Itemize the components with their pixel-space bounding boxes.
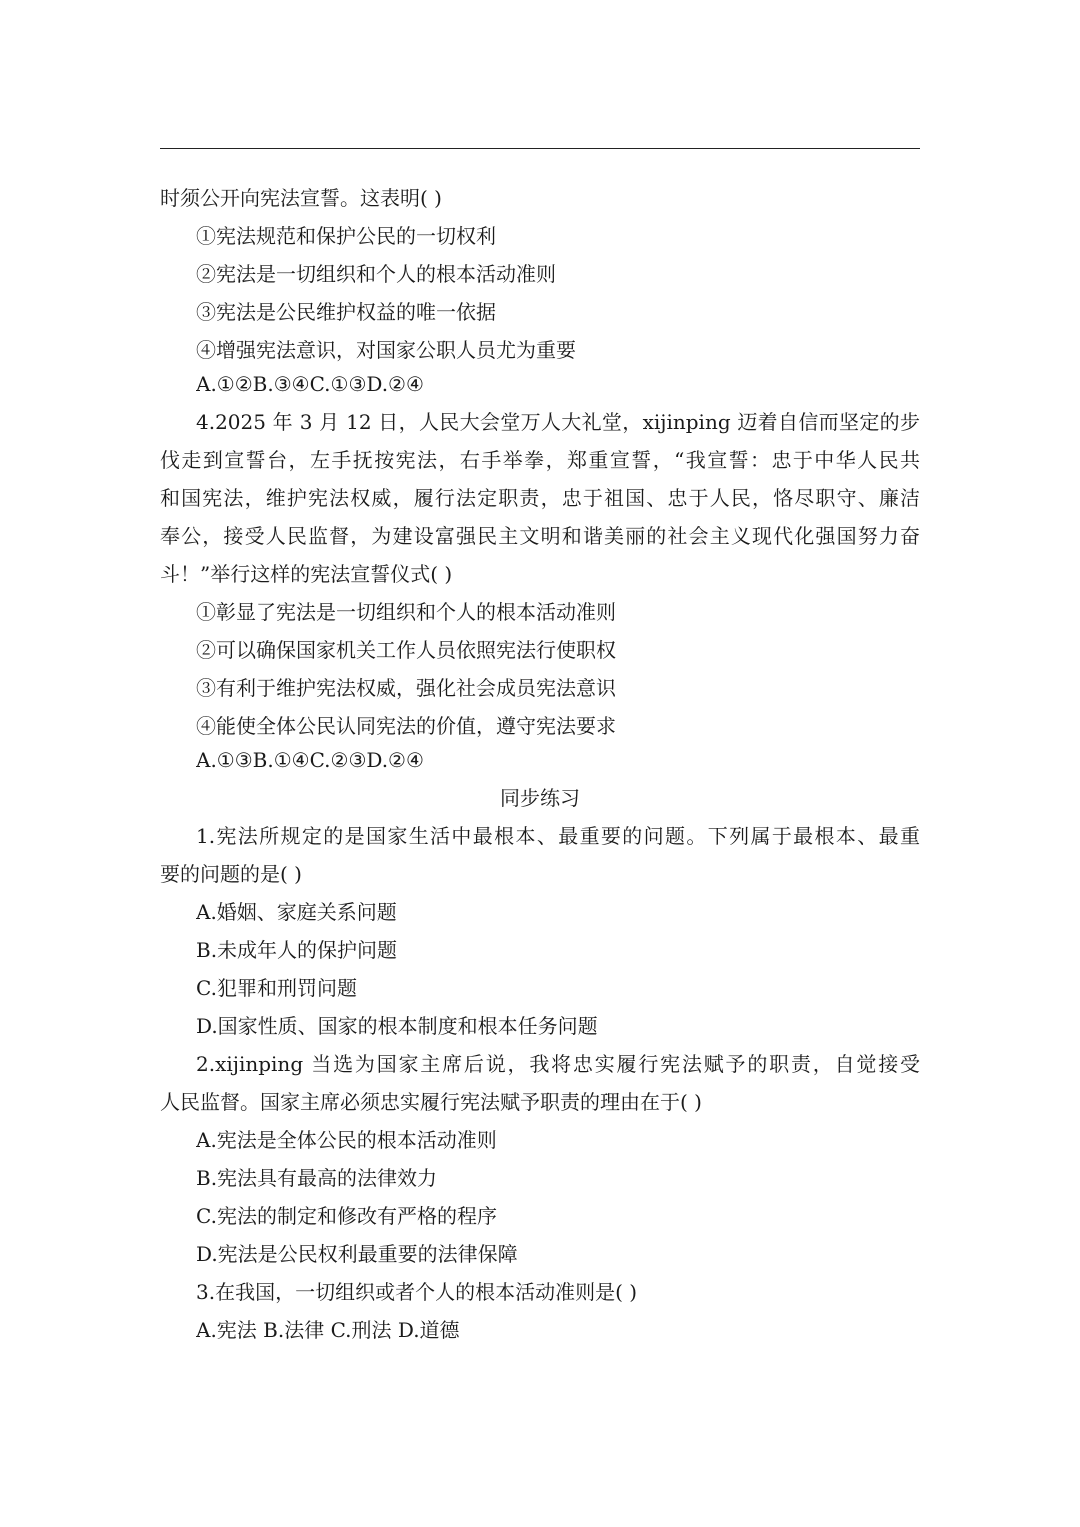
q4-options: A.①③B.①④C.②③D.②④	[196, 748, 424, 772]
p2-option-d: D.宪法是公民权利最重要的法律保障	[196, 1242, 518, 1266]
q4-stem-line-1: 4.2025 年 3 月 12 日，人民大会堂万人大礼堂，xijinping 迈着自信而坚定的步	[196, 410, 920, 434]
p1-option-d: D.国家性质、国家的根本制度和根本任务问题	[196, 1014, 598, 1038]
q4-statement-2: ②可以确保国家机关工作人员依照宪法行使职权	[196, 638, 616, 662]
q3-statement-4: ④增强宪法意识，对国家公职人员尤为重要	[196, 338, 576, 362]
p1-stem-line-2: 要的问题的是( )	[160, 862, 302, 886]
header-rule	[160, 148, 920, 149]
q3-statement-1: ①宪法规范和保护公民的一切权利	[196, 224, 496, 248]
p3-options: A.宪法 B.法律 C.刑法 D.道德	[196, 1318, 460, 1342]
p2-option-b: B.宪法具有最高的法律效力	[196, 1166, 438, 1190]
p1-option-b: B.未成年人的保护问题	[196, 938, 398, 962]
q3-options: A.①②B.③④C.①③D.②④	[196, 372, 424, 396]
p2-option-c: C.宪法的制定和修改有严格的程序	[196, 1204, 497, 1228]
q4-stem-line-5: 斗！”举行这样的宪法宣誓仪式( )	[160, 562, 453, 586]
p1-stem-line-1: 1.宪法所规定的是国家生活中最根本、最重要的问题。下列属于最根本、最重	[196, 824, 920, 848]
q4-statement-3: ③有利于维护宪法权威，强化社会成员宪法意识	[196, 676, 616, 700]
p2-stem-line-1: 2.xijinping 当选为国家主席后说，我将忠实履行宪法赋予的职责，自觉接受	[196, 1052, 920, 1076]
p2-option-a: A.宪法是全体公民的根本活动准则	[196, 1128, 497, 1152]
p2-stem-line-2: 人民监督。国家主席必须忠实履行宪法赋予职责的理由在于( )	[160, 1090, 702, 1114]
section-heading: 同步练习	[500, 786, 580, 810]
p1-option-a: A.婚姻、家庭关系问题	[196, 900, 397, 924]
q3-statement-2: ②宪法是一切组织和个人的根本活动准则	[196, 262, 556, 286]
q4-stem-line-3: 和国宪法，维护宪法权威，履行法定职责，忠于祖国、忠于人民，恪尽职守、廉洁	[160, 486, 920, 510]
q3-statement-3: ③宪法是公民维护权益的唯一依据	[196, 300, 496, 324]
q3-stem-continued: 时须公开向宪法宣誓。这表明( )	[160, 186, 442, 210]
q4-stem-line-4: 奉公，接受人民监督，为建设富强民主文明和谐美丽的社会主义现代化强国努力奋	[160, 524, 920, 548]
q4-statement-4: ④能使全体公民认同宪法的价值，遵守宪法要求	[196, 714, 616, 738]
p3-stem: 3.在我国，一切组织或者个人的根本活动准则是( )	[196, 1280, 638, 1304]
p1-option-c: C.犯罪和刑罚问题	[196, 976, 357, 1000]
q4-stem-line-2: 伐走到宣誓台，左手抚按宪法，右手举拳，郑重宣誓，“我宣誓：忠于中华人民共	[160, 448, 920, 472]
q4-statement-1: ①彰显了宪法是一切组织和个人的根本活动准则	[196, 600, 616, 624]
